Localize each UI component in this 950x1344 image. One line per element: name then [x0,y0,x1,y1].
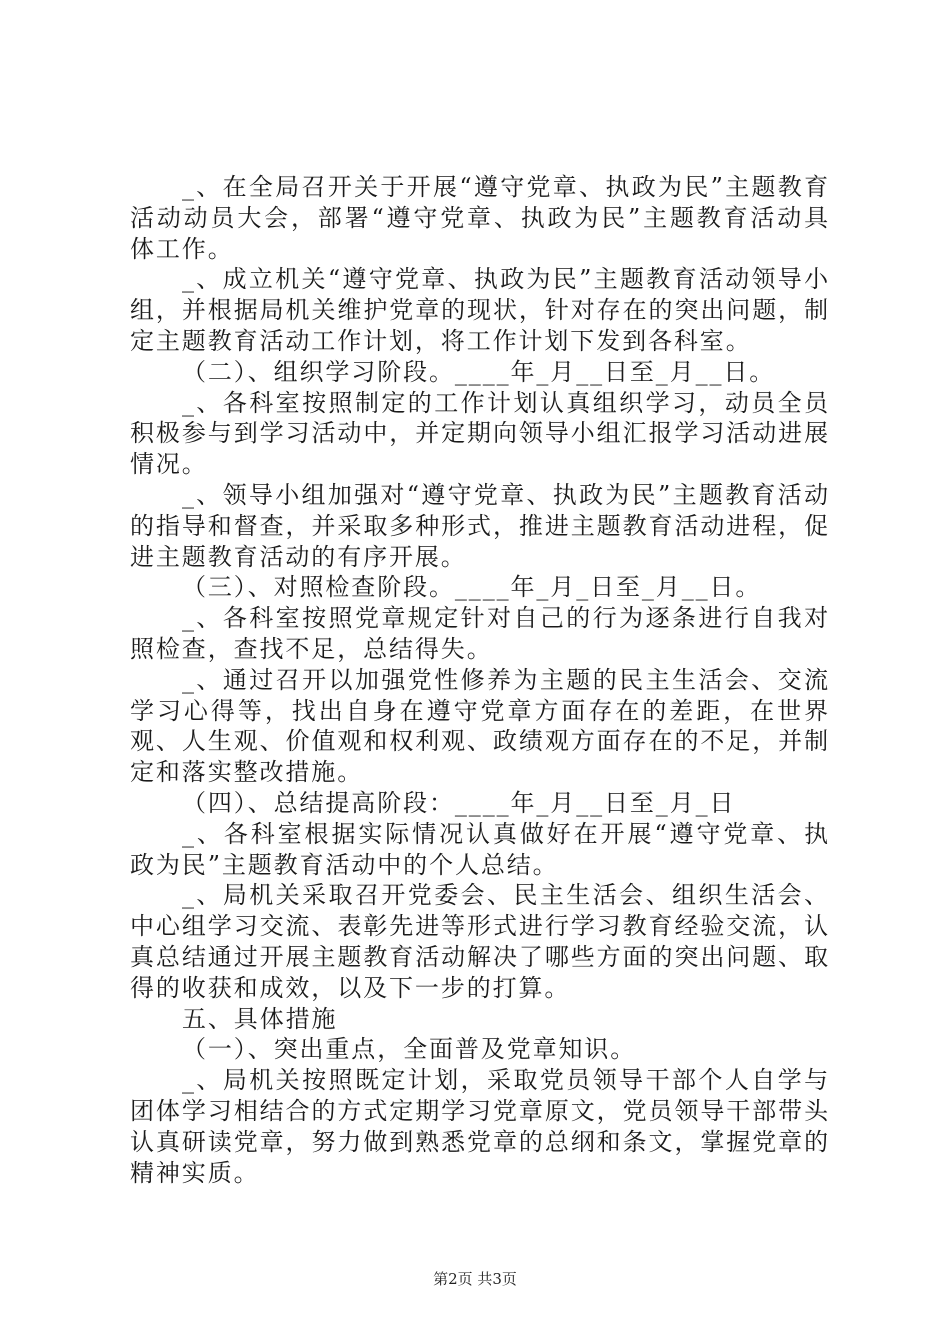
paragraph: _、局机关采取召开党委会、民主生活会、组织生活会、中心组学习交流、表彰先进等形式进行学习教育经验交流，认真总结通过开展主题教育活动解决了哪些方面的突出问题、取得的收获和成效，以及下一步的打算。 [130,881,830,1002]
paragraph: _、领导小组加强对“遵守党章、执政为民”主题教育活动的指导和督查，并采取多种形式，推进主题教育活动进程，促进主题教育活动的有序开展。 [130,480,830,571]
paragraph: _、通过召开以加强党性修养为主题的民主生活会、交流学习心得等，找出自身在遵守党章方面存在的差距，在世界观、人生观、价值观和权利观、政绩观方面存在的不足，并制定和落实整改措施。 [130,665,830,787]
paragraph: _、各科室根据实际情况认真做好在开展“遵守党章、执政为民”主题教育活动中的个人总结。 [130,819,830,879]
paragraph: _、成立机关“遵守党章、执政为民”主题教育活动领导小组，并根据局机关维护党章的现状，针对存在的突出问题，制定主题教育活动工作计划，将工作计划下发到各科室。 [130,265,830,355]
document-body [130,172,830,1188]
section-heading: （四）、总结提高阶段：____年_月__日至_月_日 [182,788,736,817]
section-heading: 五、具体措施 [182,1004,338,1033]
section-heading: （一）、突出重点，全面普及党章知识。 [182,1035,637,1064]
paragraph: _、局机关按照既定计划，采取党员领导干部个人自学与团体学习相结合的方式定期学习党章原文，党员领导干部带头认真研读党章，努力做到熟悉党章的总纲和条文，掌握党章的精神实质。 [130,1066,830,1187]
paragraph: _、各科室按照党章规定针对自己的行为逐条进行自我对照检查，查找不足，总结得失。 [130,604,830,663]
paragraph: _、各科室按照制定的工作计划认真组织学习，动员全员积极参与到学习活动中，并定期向领导小组汇报学习活动进展情况。 [130,388,830,479]
page-footer: 第2页 共3页 [433,1270,517,1288]
section-heading: （三）、对照检查阶段。____年_月_日至_月__日。 [182,573,762,602]
section-heading: （二）、组织学习阶段。____年_月__日至_月__日。 [182,357,776,386]
paragraph: _、在全局召开关于开展“遵守党章、执政为民”主题教育活动动员大会，部署“遵守党章、执政为民”主题教育活动具体工作。 [130,173,830,263]
